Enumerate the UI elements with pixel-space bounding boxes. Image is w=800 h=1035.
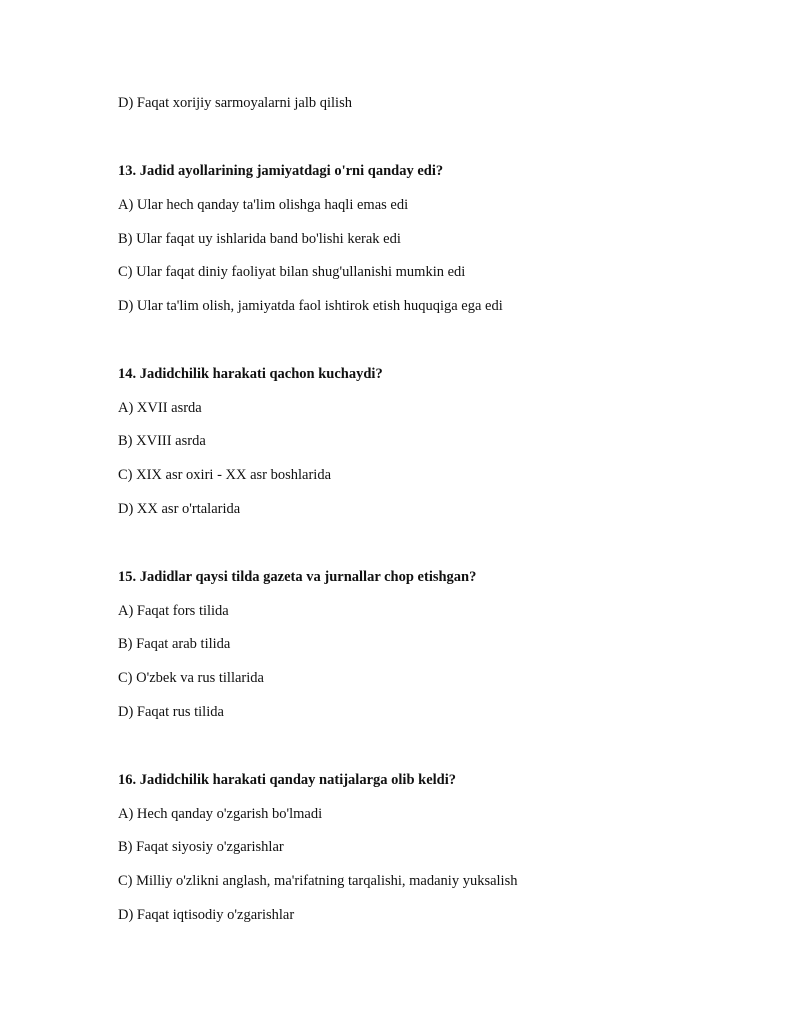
question-15-text: 15. Jadidlar qaysi tilda gazeta va jurnallar chop etishgan? [118,569,477,585]
question-16-option-d: D) Faqat iqtisodiy o'zgarishlar [118,907,295,923]
question-15-option-d: D) Faqat rus tilida [118,704,224,720]
question-13-text: 13. Jadid ayollarining jamiyatdagi o'rni qanday edi? [118,163,444,179]
question-15-option-b: B) Faqat arab tilida [118,636,231,652]
question-16-option-c: C) Milliy o'zlikni anglash, ma'rifatning tarqalishi, madaniy yuksalish [118,873,518,889]
question-16-option-b: B) Faqat siyosiy o'zgarishlar [118,839,284,855]
question-13-option-d: D) Ular ta'lim olish, jamiyatda faol ishtirok etish huquqiga ega edi [118,298,503,314]
question-13-option-a: A) Ular hech qanday ta'lim olishga haqli emas edi [118,197,409,213]
question-14-option-d: D) XX asr o'rtalarida [118,501,241,517]
question-15-option-a: A) Faqat fors tilida [118,603,229,619]
question-14-option-c: C) XIX asr oxiri - XX asr boshlarida [118,467,332,483]
question-15-option-c: C) O'zbek va rus tillarida [118,670,264,686]
question-13-option-c: C) Ular faqat diniy faoliyat bilan shug'ullanishi mumkin edi [118,264,466,280]
question-14-option-a: A) XVII asrda [118,400,202,416]
question-13-option-b: B) Ular faqat uy ishlarida band bo'lishi kerak edi [118,231,401,247]
question-16-text: 16. Jadidchilik harakati qanday natijalarga olib keldi? [118,772,457,788]
question-14-option-b: B) XVIII asrda [118,433,206,449]
question-16-option-a: A) Hech qanday o'zgarish bo'lmadi [118,806,323,822]
question-14-text: 14. Jadidchilik harakati qachon kuchaydi? [118,366,383,382]
carry-over-option: D) Faqat xorijiy sarmoyalarni jalb qilish [118,95,352,111]
